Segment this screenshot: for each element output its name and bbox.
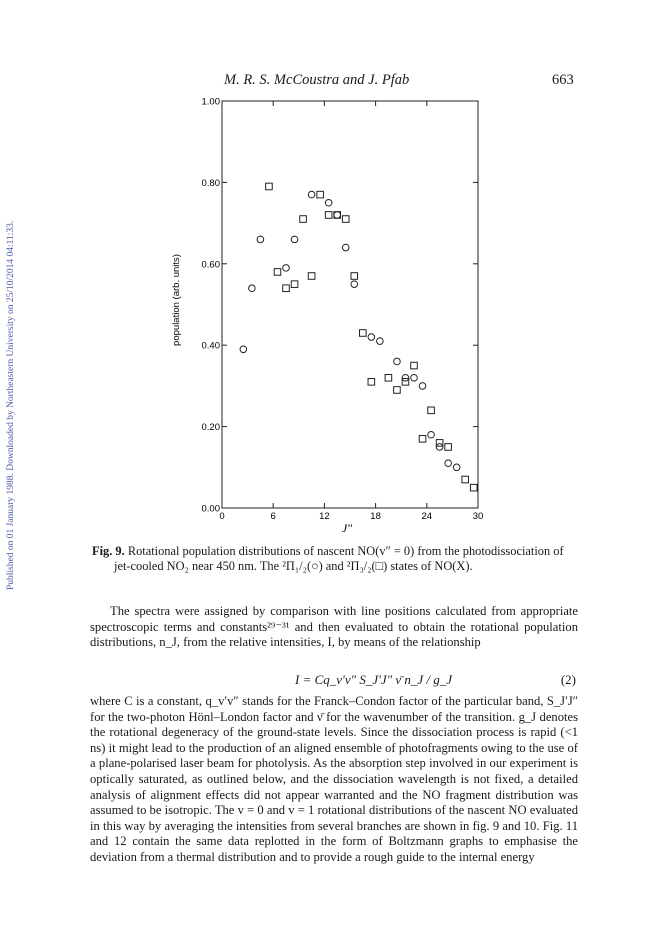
circle-marker [445,460,452,467]
figure-caption [92,544,580,574]
x-tick-label: 0 [219,511,225,522]
download-watermark-text: Published on 01 January 1988. Downloaded by Northeastern University on 25/10/2014 04:11:33. [6,220,16,590]
page-number: 663 [552,72,574,88]
square-marker [291,281,298,288]
square-marker [462,476,469,483]
paragraph-2: where C is a constant, q_v′v″ stands for the Franck–Condon factor of the particular band, S_J′J″ for the two-photon Hönl–London factor and ν̄ for the wavenumber of the transition. g_J denotes the rotational degeneracy of the ground-state levels. Since the dissociation process is rapid (<1 ns) it might lead to the production of an aligned ensemble of photofragments owing to the use of a plane-polarised laser beam for photolysis. As the absorption step involved in our experiment is optically saturated, as outlined below, and the dissociation wavelength is not fixed, a detailed analysis of alignment effects did not appear warranted and the NO fragment distribution was assumed to be isotropic. The v = 0 and v = 1 rotational distributions of the nascent NO evaluated in this way by averaging the intensities from several branches are shown in fig. 9 and 10. Fig. 11 and 12 contain the same data replotted in the form of Boltzmann graphs to emphasise the deviation from a thermal distribution and to provide a rough guide to the internal energy [90,694,578,864]
x-tick-label: 12 [319,511,330,522]
y-tick-label: 0.40 [201,340,220,352]
x-tick-label: 18 [370,511,381,522]
y-tick-label: 1.00 [201,96,220,108]
circle-marker [351,281,358,288]
circle-marker [325,199,332,206]
x-tick-label: 30 [472,511,484,522]
x-tick-label: 6 [270,511,276,522]
square-marker [342,216,349,223]
square-marker [351,273,358,280]
square-marker [266,183,273,190]
running-title: M. R. S. McCoustra and J. Pfab [224,72,410,88]
circle-marker [308,191,315,198]
circle-marker [291,236,298,243]
square-marker [360,330,367,337]
square-marker [428,407,435,414]
circle-marker [453,464,460,471]
circle-marker [402,374,409,381]
square-marker [317,191,324,198]
circle-marker [283,265,290,272]
y-tick-label: 0.00 [201,503,220,515]
square-marker [325,212,332,219]
circle-marker [428,431,435,438]
y-axis-label: population (arb. units) [171,254,182,346]
paragraph-1: The spectra were assigned by comparison with line positions calculated from appropriate spectroscopic terms and constants²⁹⁻³¹ and then evaluated to obtain the rotational population distributions, n_J, from the relative intensities, I, by means of the relationship [90,604,578,650]
square-marker [411,362,418,369]
caption-line-2: jet-cooled NO₂ near 450 nm. The ²Π₁/₂(○) and ²Π₃/₂(□) states of NO(X). [114,559,473,573]
y-tick-label: 0.20 [201,422,220,434]
circle-marker [342,244,349,251]
square-marker [419,436,426,443]
circle-marker [394,358,401,365]
equation-number: (2) [560,672,576,687]
circle-marker [257,236,264,243]
square-marker [368,379,375,386]
caption-label: Fig. 9. [92,544,125,558]
chart-marks [240,183,477,491]
square-marker [445,444,452,451]
circle-marker [411,374,418,381]
chart-axes [202,97,484,523]
square-marker [470,484,477,491]
equation-body: I = Cq_v′v″ S_J′J″ ν̄ n_J / g_J [295,672,453,687]
x-axis-label: J″ [341,521,353,535]
circle-marker [377,338,384,345]
square-marker [394,387,401,394]
y-tick-label: 0.60 [201,259,220,271]
y-tick-label: 0.80 [201,177,220,189]
caption-line-1: Rotational population distributions of nascent NO(v″ = 0) from the photodissociation of [127,544,564,558]
plot-frame [222,101,478,508]
circle-marker [436,444,443,451]
square-marker [385,374,392,381]
equation-2 [90,672,578,690]
circle-marker [368,334,375,341]
circle-marker [334,212,341,219]
x-tick-label: 24 [421,511,433,522]
square-marker [300,216,307,223]
circle-marker [249,285,256,292]
square-marker [274,269,281,276]
square-marker [308,273,315,280]
circle-marker [240,346,247,353]
square-marker [283,285,290,292]
circle-marker [419,383,426,390]
